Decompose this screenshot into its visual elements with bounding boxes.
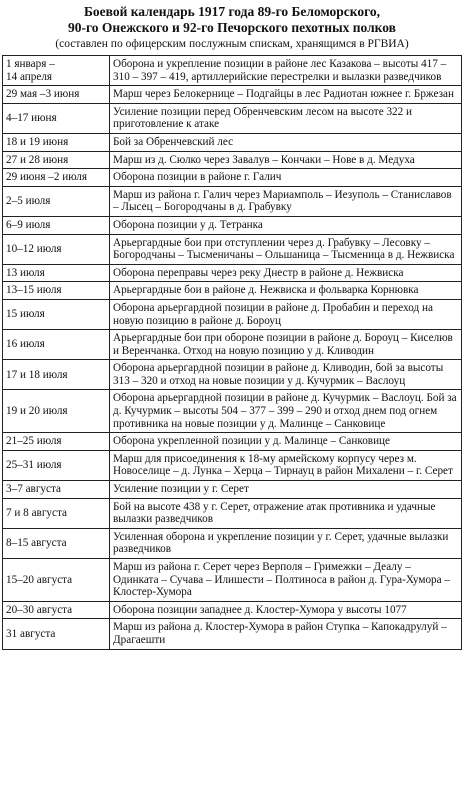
date-cell: 21–25 июля <box>3 433 110 451</box>
date-cell: 3–7 августа <box>3 481 110 499</box>
table-row <box>3 56 462 86</box>
table-row <box>3 169 462 187</box>
battle-calendar-table <box>2 55 462 650</box>
table-row <box>3 282 462 300</box>
event-cell: Оборона и укрепление позиции в районе лес Казакова – высоты 417 – 310 – 397 – 419, артиллерийские перестрелки и вылазки разведчиков <box>110 56 462 86</box>
date-cell: 27 и 28 июня <box>3 151 110 169</box>
date-cell: 20–30 августа <box>3 601 110 619</box>
event-cell: Оборона арьергардной позиции в районе д. Кливодин, бой за высоты 313 – 320 и отход на новые позиции у д. Кучурмик – Васлоуц <box>110 360 462 390</box>
event-cell: Оборона арьергардной позиции в районе д. Пробабин и переход на новую позицию в районе д. Бороуц <box>110 299 462 329</box>
date-cell: 18 и 19 июня <box>3 133 110 151</box>
table-row <box>3 216 462 234</box>
event-cell: Оборона позиции у д. Тетранка <box>110 216 462 234</box>
date-cell: 4–17 июня <box>3 103 110 133</box>
event-cell: Марш для присоединения к 18-му армейскому корпусу через м. Новоселице – д. Лунка – Херца – Тирнауц в район Михалени – г. Серет <box>110 450 462 480</box>
event-cell: Бой за Обренчевский лес <box>110 133 462 151</box>
table-row <box>3 450 462 480</box>
table-row <box>3 186 462 216</box>
table-row <box>3 299 462 329</box>
date-cell: 29 мая –3 июня <box>3 86 110 104</box>
date-cell: 25–31 июля <box>3 450 110 480</box>
date-cell: 7 и 8 августа <box>3 498 110 528</box>
event-cell: Арьергардные бои в районе д. Нежвиска и фольварка Корнювка <box>110 282 462 300</box>
table-row <box>3 498 462 528</box>
table-row <box>3 390 462 433</box>
table-body <box>3 56 462 650</box>
table-row <box>3 360 462 390</box>
table-row <box>3 528 462 558</box>
date-cell: 15–20 августа <box>3 559 110 602</box>
table-row <box>3 86 462 104</box>
event-cell: Усиленная оборона и укрепление позиции у г. Серет, удачные вылазки разведчиков <box>110 528 462 558</box>
table-row <box>3 330 462 360</box>
event-cell: Арьергардные бои при отступлении через д. Грабувку – Лесовку – Богородчаны – Тысменичаны – Ольшаница – Тысменица в д. Нежвиска <box>110 234 462 264</box>
event-cell: Оборона арьергардной позиции в районе д. Кучурмик – Васлоуц. Бой за д. Кучурмик – высоты 504 – 377 – 399 – 290 и отход днем под огнем противника на новые позиции у д. Малинце – Санковице <box>110 390 462 433</box>
event-cell: Марш из района г. Галич через Мариамполь – Иезуполь – Станиславов – Лысец – Богородчаны в д. Грабувку <box>110 186 462 216</box>
date-cell: 15 июля <box>3 299 110 329</box>
event-cell: Марш через Белокернице – Подгайцы в лес Радиотан южнее г. Бржезан <box>110 86 462 104</box>
date-cell: 29 июня –2 июля <box>3 169 110 187</box>
page-title-line-2: 90-го Онежского и 92-го Печорского пехотных полков <box>68 20 396 35</box>
date-cell: 10–12 июля <box>3 234 110 264</box>
date-cell: 8–15 августа <box>3 528 110 558</box>
table-row <box>3 619 462 649</box>
table-row <box>3 234 462 264</box>
event-cell: Марш из района д. Клостер-Хумора в район Ступка – Капокадрулуй – Драгаешти <box>110 619 462 649</box>
event-cell: Бой на высоте 438 у г. Серет, отражение атак противника и удачные вылазки разведчиков <box>110 498 462 528</box>
event-cell: Оборона укрепленной позиции у д. Малинце – Санковице <box>110 433 462 451</box>
event-cell: Арьергардные бои при обороне позиции в районе д. Бороуц – Киселюв и Веренчанка. Отход на новую позицию у д. Кливодин <box>110 330 462 360</box>
date-cell: 31 августа <box>3 619 110 649</box>
event-cell: Оборона позиции западнее д. Клостер-Хумора у высоты 1077 <box>110 601 462 619</box>
date-cell: 19 и 20 июля <box>3 390 110 433</box>
date-cell: 13–15 июля <box>3 282 110 300</box>
table-row <box>3 151 462 169</box>
date-cell: 16 июля <box>3 330 110 360</box>
table-row <box>3 601 462 619</box>
date-cell: 1 января – 14 апреля <box>3 56 110 86</box>
table-row <box>3 264 462 282</box>
event-cell: Оборона переправы через реку Днестр в районе д. Нежвиска <box>110 264 462 282</box>
date-cell: 17 и 18 июля <box>3 360 110 390</box>
table-row <box>3 133 462 151</box>
date-cell: 2–5 июля <box>3 186 110 216</box>
event-cell: Марш из района г. Серет через Верполя – Гримежки – Деалу – Одинката – Сучава – Илишести – Полтиноса в район д. Гура-Хумора – Клостер-Хумора <box>110 559 462 602</box>
event-cell: Оборона позиции в районе г. Галич <box>110 169 462 187</box>
event-cell: Усиление позиции у г. Серет <box>110 481 462 499</box>
table-row <box>3 481 462 499</box>
event-cell: Усиление позиции перед Обренчевским лесом на высоте 322 и приготовление к атаке <box>110 103 462 133</box>
table-row <box>3 559 462 602</box>
page-title-line-1: Боевой календарь 1917 года 89-го Беломорского, <box>83 4 381 19</box>
page-subtitle: (составлен по офицерским послужным спискам, хранящимся в РГВИА) <box>55 38 409 50</box>
date-cell: 6–9 июля <box>3 216 110 234</box>
event-cell: Марш из д. Сюлко через Завалув – Кончаки – Нове в д. Медуха <box>110 151 462 169</box>
table-row <box>3 103 462 133</box>
table-row <box>3 433 462 451</box>
date-cell: 13 июля <box>3 264 110 282</box>
